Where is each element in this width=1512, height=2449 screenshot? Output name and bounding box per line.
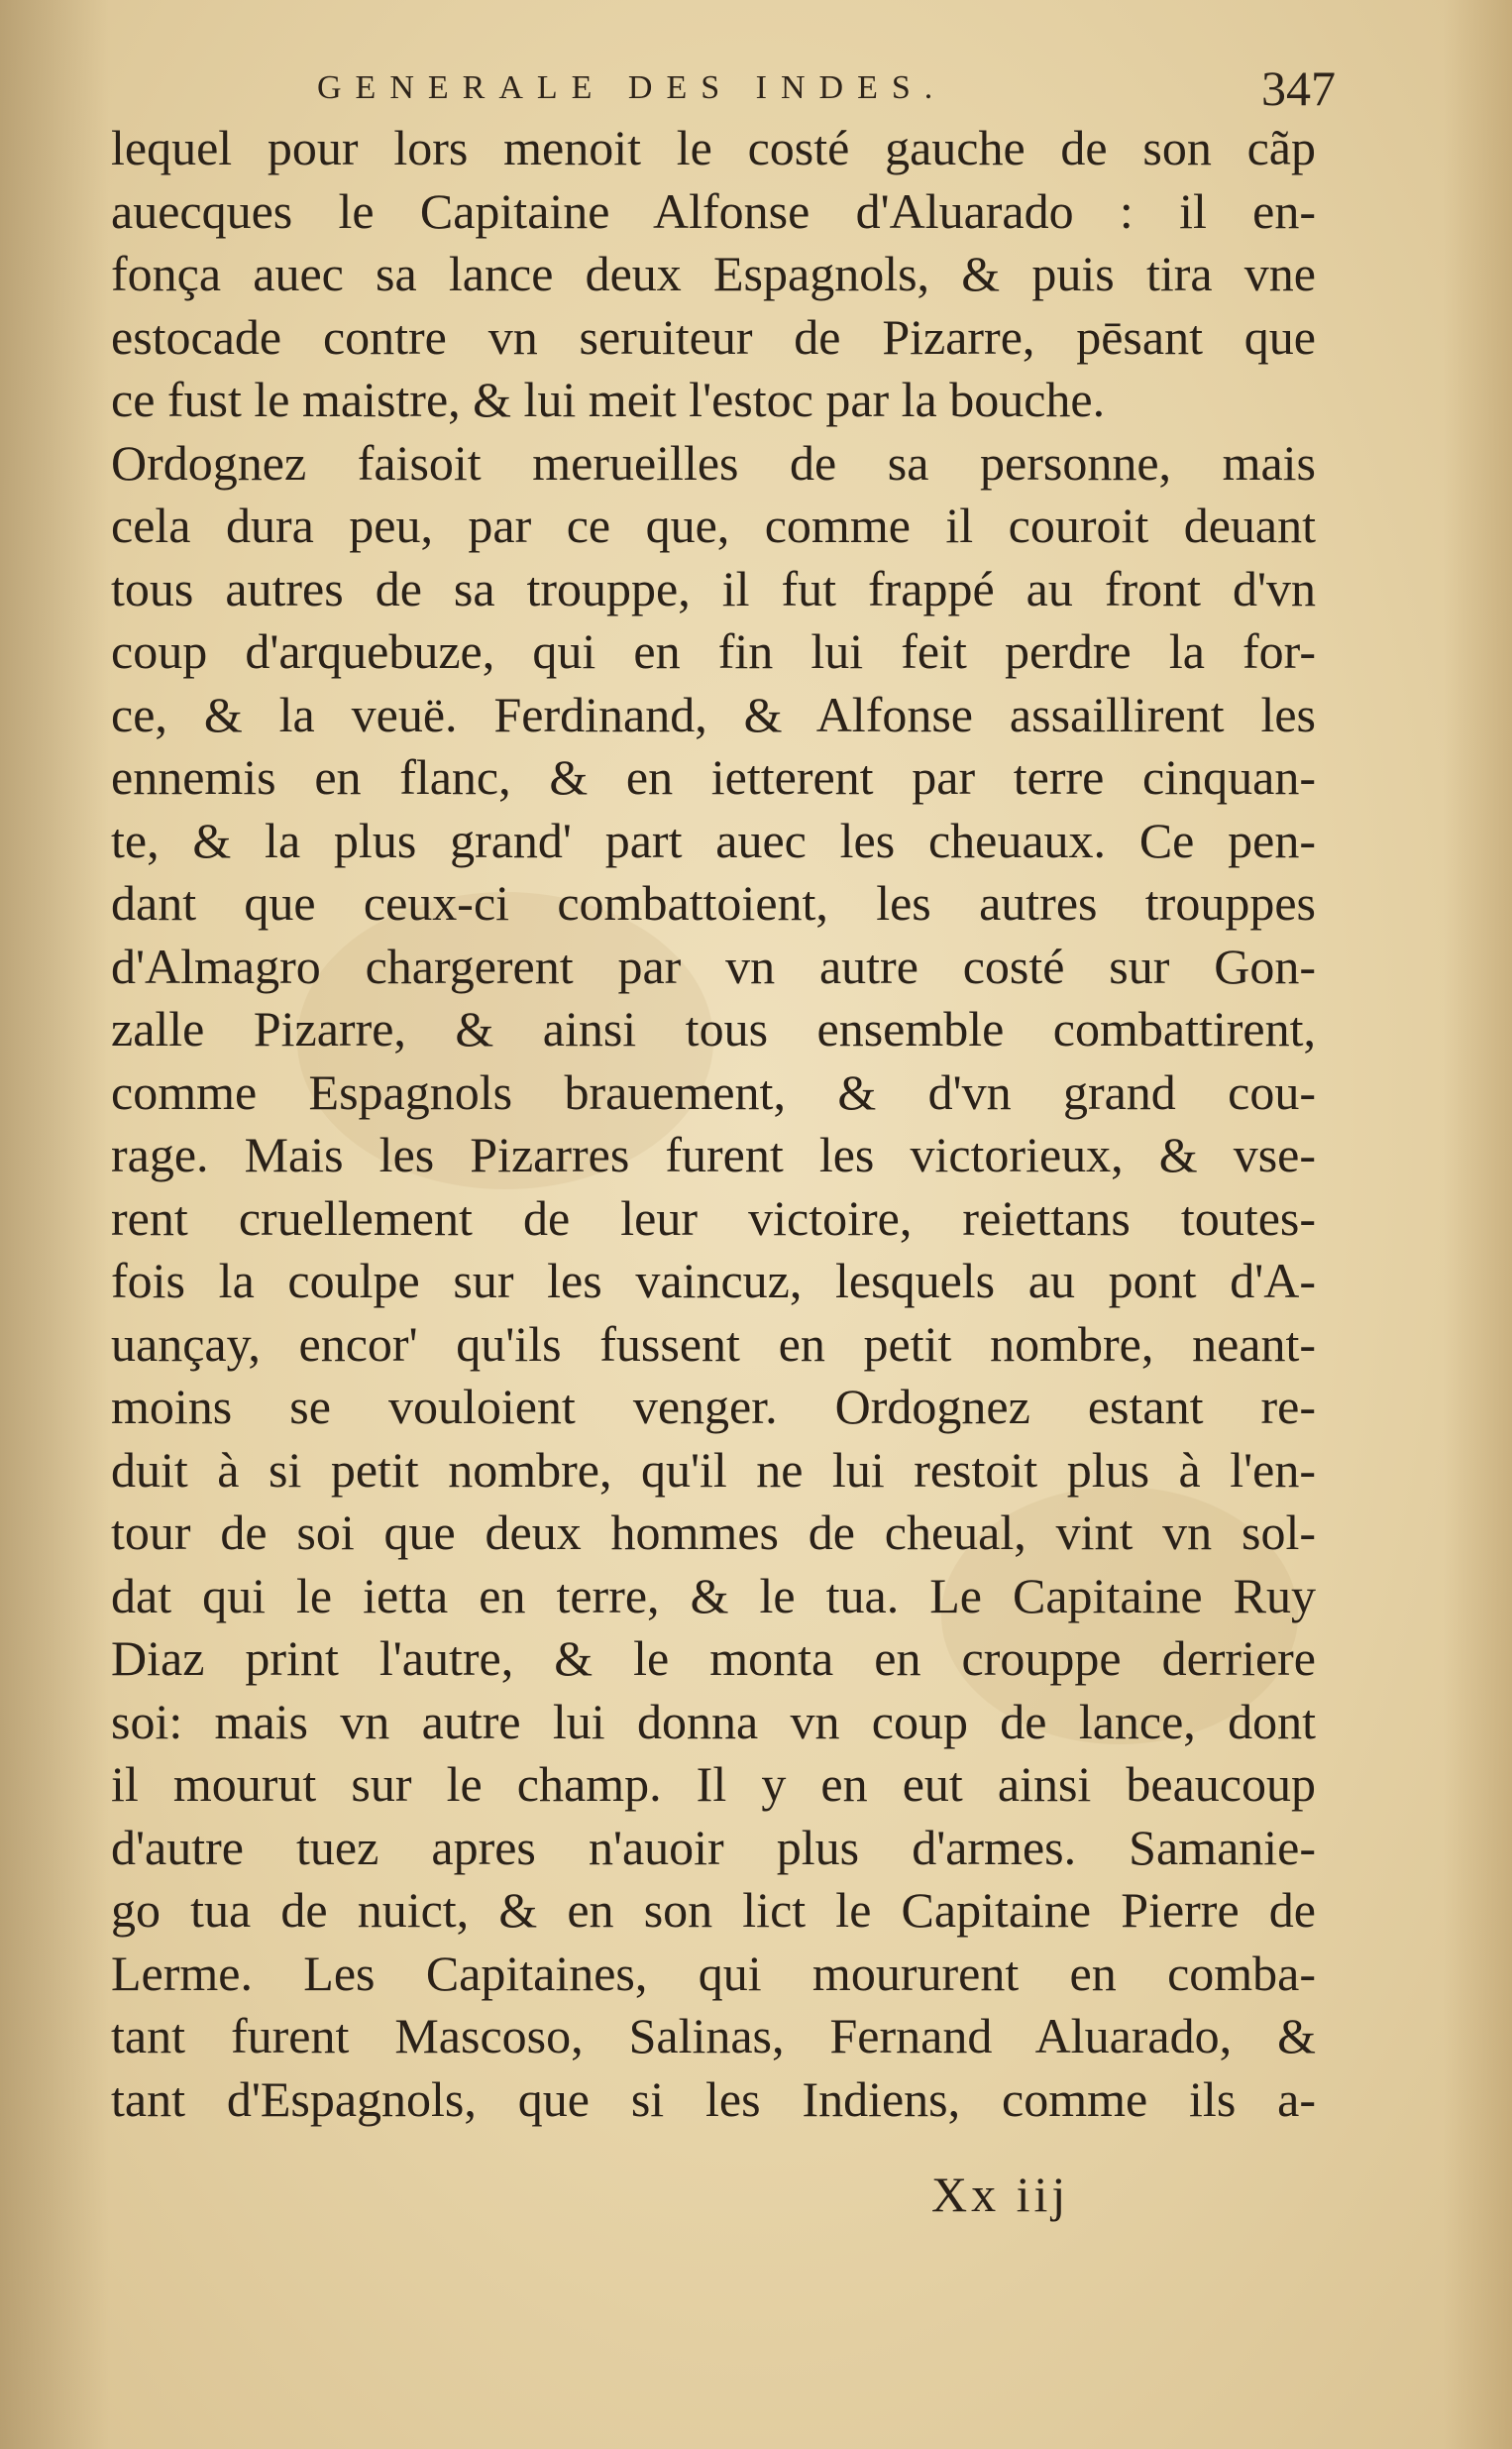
text-line: dat qui le ietta en terre, & le tua. Le Capitaine Ruy bbox=[111, 1567, 1316, 1623]
text-line: ce, & la veuë. Ferdinand, & Alfonse assaillirent les bbox=[111, 686, 1316, 742]
body-text bbox=[111, 117, 1316, 2131]
text-line: il mourut sur le champ. Il y en eut ainsi beaucoup bbox=[111, 1756, 1316, 1812]
text-line: dant que ceux-ci combattoient, les autres trouppes bbox=[111, 875, 1316, 931]
running-title: GENERALE DES INDES. bbox=[317, 69, 947, 106]
text-line: fois la coulpe sur les vaincuz, lesquels au pont d'A- bbox=[111, 1253, 1316, 1308]
text-line: tour de soi que deux hommes de cheual, vint vn sol- bbox=[111, 1504, 1316, 1560]
text-line: estocade contre vn seruiteur de Pizarre, pēsant que bbox=[111, 308, 1316, 365]
text-line: d'Almagro chargerent par vn autre costé sur Gon- bbox=[111, 938, 1316, 994]
text-line: go tua de nuict, & en son lict le Capitaine Pierre de bbox=[111, 1882, 1316, 1938]
page-number: 347 bbox=[1261, 60, 1336, 116]
text-line: soi: mais vn autre lui donna vn coup de lance, dont bbox=[111, 1693, 1316, 1749]
text-line: comme Espagnols brauement, & d'vn grand cou- bbox=[111, 1063, 1316, 1120]
text-line: Ordognez faisoit merueilles de sa personne, mais bbox=[111, 434, 1316, 491]
text-line: moins se vouloient venger. Ordognez estant re- bbox=[111, 1379, 1316, 1434]
text-line: ce fust le maistre, & lui meit l'estoc par la bouche. bbox=[111, 372, 1106, 427]
text-line: ennemis en flanc, & en ietterent par terre cinquan- bbox=[111, 749, 1316, 805]
text-line: Lerme. Les Capitaines, qui moururent en comba- bbox=[111, 1945, 1316, 2001]
text-line: duit à si petit nombre, qu'il ne lui restoit plus à l'en- bbox=[111, 1441, 1316, 1498]
text-line: tant d'Espagnols, que si les Indiens, comme ils a- bbox=[111, 2070, 1316, 2127]
text-line: rent cruellement de leur victoire, reiettans toutes- bbox=[111, 1189, 1316, 1246]
text-line: tant furent Mascoso, Salinas, Fernand Aluarado, & bbox=[111, 2008, 1316, 2063]
text-line: Diaz print l'autre, & le monta en crouppe derriere bbox=[111, 1630, 1316, 1686]
text-line: d'autre tuez apres n'auoir plus d'armes. Samanie- bbox=[111, 1819, 1316, 1875]
text-line: te, & la plus grand' part auec les cheuaux. Ce pen- bbox=[111, 812, 1316, 868]
text-line: uançay, encor' qu'ils fussent en petit nombre, neant- bbox=[111, 1315, 1316, 1372]
signature-mark: Xx iij bbox=[931, 2167, 1070, 2222]
text-line: fonça auec sa lance deux Espagnols, & puis tira vne bbox=[111, 246, 1316, 301]
text-line: zalle Pizarre, & ainsi tous ensemble combattirent, bbox=[111, 1001, 1316, 1057]
text-line: lequel pour lors menoit le costé gauche de son cãp bbox=[111, 120, 1316, 175]
text-line: tous autres de sa trouppe, il fut frappé au front d'vn bbox=[111, 560, 1316, 616]
text-line: cela dura peu, par ce que, comme il couroit deuant bbox=[111, 498, 1316, 553]
text-line: coup d'arquebuze, qui en fin lui feit perdre la for- bbox=[111, 623, 1316, 679]
text-line: auecques le Capitaine Alfonse d'Aluarado : il en- bbox=[111, 182, 1316, 239]
text-line: rage. Mais les Pizarres furent les victorieux, & vse- bbox=[111, 1127, 1316, 1182]
